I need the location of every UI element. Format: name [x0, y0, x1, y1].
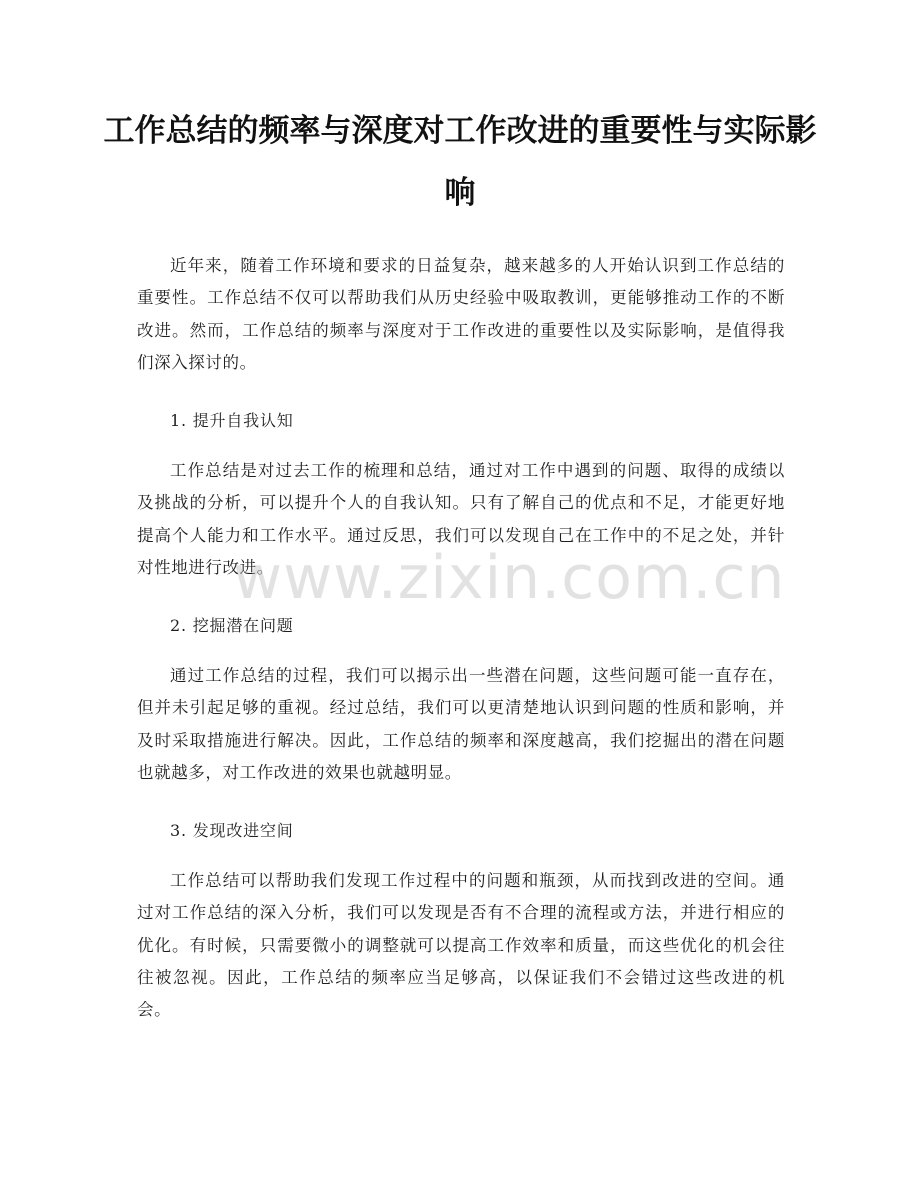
section-heading-2: 2. 挖掘潜在问题 — [170, 616, 294, 635]
section-paragraph-1: 工作总结是对过去工作的梳理和总结，通过对工作中遇到的问题、取得的成绩以及挑战的分析，可以提升个人的自我认知。只有了解自己的优点和不足，才能更好地提高个人能力和工作水平。通过反思，我们可以发现自己在工作中的不足之处，并针对性地进行改进。 — [137, 461, 785, 577]
watermark: www.zixin.com.cn — [233, 543, 786, 613]
intro-paragraph: 近年来，随着工作环境和要求的日益复杂，越来越多的人开始认识到工作总结的重要性。工作总结不仅可以帮助我们从历史经验中吸取教训，更能够推动工作的不断改进。然而，工作总结的频率与深度对于工作改进的重要性以及实际影响，是值得我们深入探讨的。 — [137, 256, 785, 372]
section-heading-1: 1. 提升自我认知 — [170, 411, 294, 430]
document-title: 工作总结的频率与深度对工作改进的重要性与实际影响 — [103, 113, 817, 211]
section-heading-3: 3. 发现改进空间 — [170, 821, 294, 840]
section-paragraph-2: 通过工作总结的过程，我们可以揭示出一些潜在问题，这些问题可能一直存在，但并未引起足够的重视。经过总结，我们可以更清楚地认识到问题的性质和影响，并及时采取措施进行解决。因此，工作总结的频率和深度越高，我们挖掘出的潜在问题也就越多，对工作改进的效果也就越明显。 — [137, 666, 785, 782]
section-paragraph-3: 工作总结可以帮助我们发现工作过程中的问题和瓶颈，从而找到改进的空间。通过对工作总结的深入分析，我们可以发现是否有不合理的流程或方法，并进行相应的优化。有时候，只需要微小的调整就可以提高工作效率和质量，而这些优化的机会往往被忽视。因此，工作总结的频率应当足够高，以保证我们不会错过这些改进的机会。 — [137, 871, 785, 1020]
